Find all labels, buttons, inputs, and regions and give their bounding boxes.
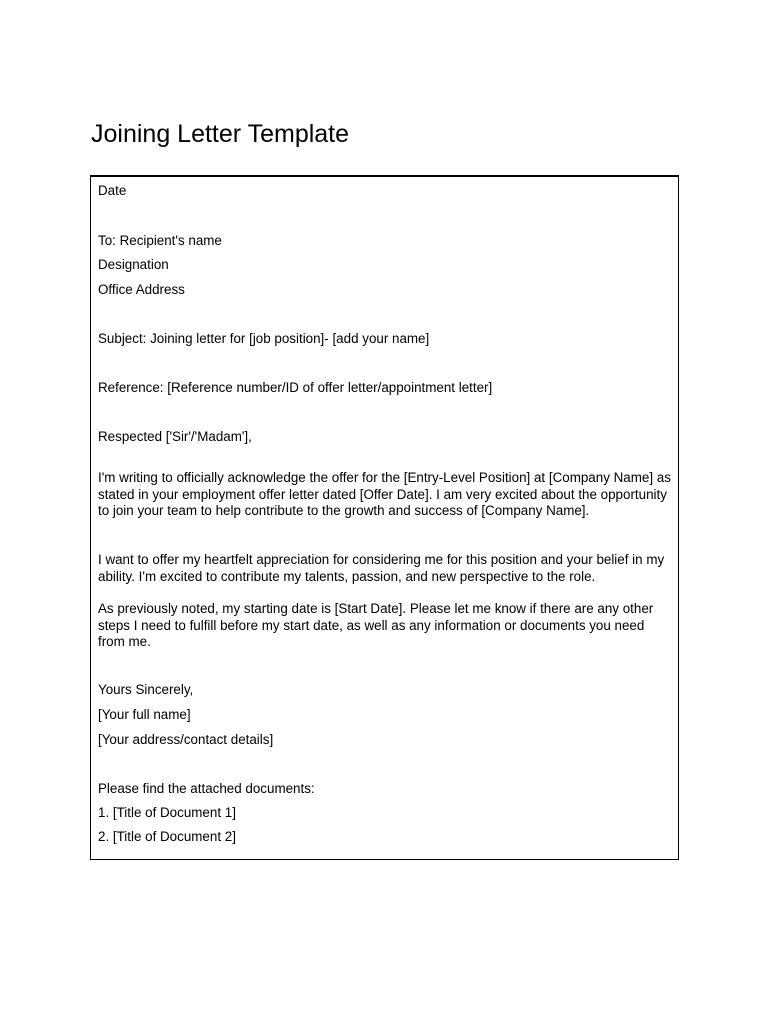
letter-contact-details: [Your address/contact details] bbox=[98, 732, 274, 747]
attachment-item: 1. [Title of Document 1] bbox=[98, 805, 236, 820]
letter-designation: Designation bbox=[98, 257, 169, 272]
letter-reference: Reference: [Reference number/ID of offer letter/appointment letter] bbox=[98, 380, 493, 395]
letter-body-paragraph: I want to offer my heartfelt appreciation for considering me for this position and your belief in my ability. I'm excited to contribute my talents, passion, and new perspective to the role. bbox=[98, 552, 665, 584]
letter-template-box bbox=[90, 175, 679, 860]
letter-full-name: [Your full name] bbox=[98, 707, 191, 722]
letter-closing: Yours Sincerely, bbox=[98, 682, 194, 697]
letter-subject: Subject: Joining letter for [job position]- [add your name] bbox=[98, 331, 430, 346]
attachments-intro: Please find the attached documents: bbox=[98, 781, 315, 796]
letter-office-address: Office Address bbox=[98, 282, 185, 297]
letter-body-paragraph: I'm writing to officially acknowledge the offer for the [Entry-Level Position] at [Company Name] as stated in your employment offer letter dated [Offer Date]. I am very excited about the opportunity to join your team to help contribute to the growth and success of [Company Name]. bbox=[98, 470, 671, 518]
page-title: Joining Letter Template bbox=[91, 120, 350, 148]
letter-salutation: Respected ['Sir'/'Madam'], bbox=[98, 429, 252, 444]
letter-body-paragraph: As previously noted, my starting date is [Start Date]. Please let me know if there are any other steps I need to fulfill before my start date, as well as any information or documents you need from me. bbox=[98, 601, 654, 649]
letter-date: Date bbox=[98, 183, 127, 198]
attachment-item: 2. [Title of Document 2] bbox=[98, 829, 236, 844]
letter-recipient: To: Recipient's name bbox=[98, 233, 222, 248]
